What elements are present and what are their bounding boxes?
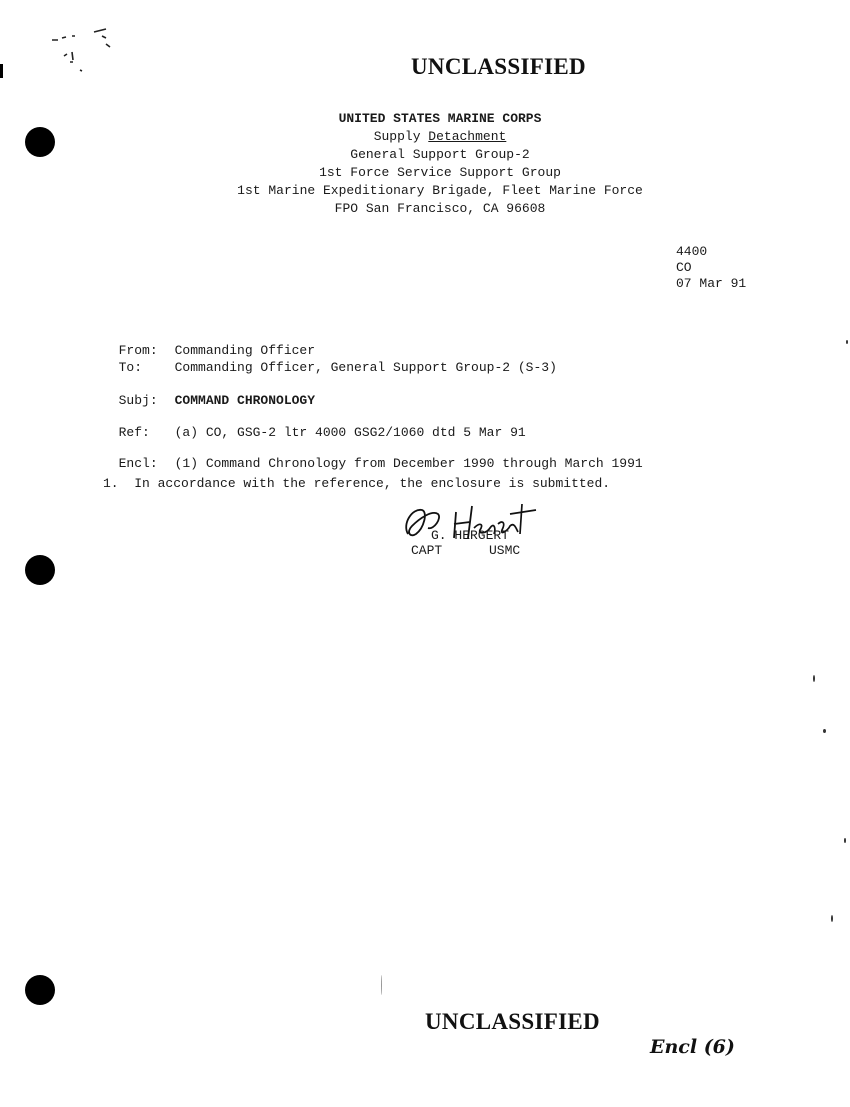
scan-speck	[823, 729, 826, 733]
letterhead	[200, 110, 680, 218]
ssic-block	[676, 244, 746, 292]
from-label: From:	[118, 343, 158, 358]
letterhead-unit-prefix: Supply	[373, 129, 429, 144]
ssic-code: 4400	[676, 244, 708, 259]
letterhead-fssg: 1st Force Service Support Group	[319, 165, 561, 180]
scan-speck	[846, 340, 848, 344]
scan-speckle-marks	[50, 26, 120, 81]
enclosure-line	[103, 441, 643, 471]
enclosure-label: Encl:	[118, 456, 158, 471]
letterhead-address: FPO San Francisco, CA 96608	[334, 201, 546, 216]
classification-bottom: UNCLASSIFIED	[425, 1009, 600, 1034]
letterhead-service: UNITED STATES MARINE CORPS	[338, 111, 542, 126]
punch-hole-middle	[25, 555, 55, 585]
from-value: Commanding Officer	[174, 343, 316, 358]
signer-rank: CAPT	[411, 543, 443, 558]
punch-hole-bottom	[25, 975, 55, 1005]
to-value: Commanding Officer, General Support Group-2 (S-3)	[174, 360, 557, 375]
subject-value: COMMAND CHRONOLOGY	[174, 393, 316, 408]
enclosure-value: (1) Command Chronology from December 1990 through March 1991	[174, 456, 643, 471]
punch-hole-top	[25, 127, 55, 157]
signer-rank-line	[405, 543, 520, 558]
letterhead-group: General Support Group-2	[350, 147, 530, 162]
handwritten-enclosure-note: Encl (6)	[650, 1036, 735, 1058]
subject-label: Subj:	[118, 393, 158, 408]
scan-speck	[381, 975, 382, 995]
signer-name: G. HERGERT	[431, 528, 510, 543]
to-label: To:	[118, 360, 143, 375]
scan-speck	[844, 838, 846, 843]
ssic-office: CO	[676, 260, 692, 275]
signature-block	[405, 528, 520, 558]
letterhead-unit	[200, 128, 680, 146]
letterhead-brigade: 1st Marine Expeditionary Brigade, Fleet Marine Force	[237, 183, 643, 198]
signer-service: USMC	[489, 543, 521, 558]
reference-label: Ref:	[118, 425, 150, 440]
classification-top: UNCLASSIFIED	[411, 54, 586, 79]
scan-edge-mark	[0, 64, 3, 78]
scan-speck	[831, 915, 833, 922]
reference-line	[103, 410, 526, 440]
ssic-date: 07 Mar 91	[676, 276, 747, 291]
scan-speck	[813, 675, 815, 682]
to-line	[103, 345, 557, 375]
reference-value: (a) CO, GSG-2 ltr 4000 GSG2/1060 dtd 5 Mar 91	[174, 425, 526, 440]
letterhead-unit-underlined: Detachment	[428, 129, 507, 144]
paragraph-1: 1. In accordance with the reference, the enclosure is submitted.	[103, 476, 611, 491]
subject-line	[103, 378, 315, 408]
